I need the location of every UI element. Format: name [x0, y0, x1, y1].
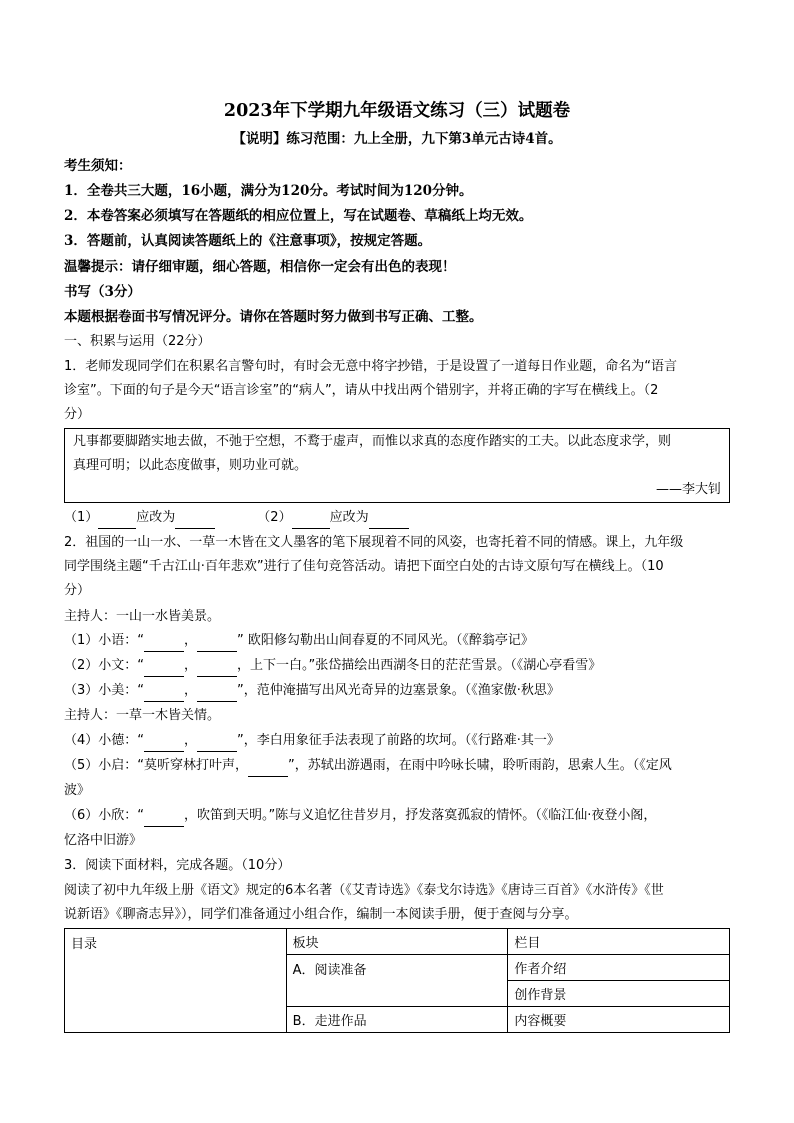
table-cell: 作者介绍 [508, 955, 730, 981]
host-line: 主持人：一草一木皆关情。 [64, 708, 221, 723]
q2-item: （1）小语：“ ， ” 欧阳修勾勒出山间春夏的不同风光。（《醉翁亭记》 [64, 630, 534, 652]
quote-box [64, 428, 730, 503]
writing-heading: 书写（3分） [64, 284, 141, 300]
q1-text: 1．老师发现同学们在积累名言警句时，有时会无意中将字抄错，于是设置了一道每日作业题，命名为“语言 [64, 359, 678, 374]
q2-item: （2）小文：“ ， ，上下一白。”张岱描绘出西湖冬日的茫茫雪景。（《湖心亭看雪》 [64, 655, 601, 677]
q2-item-continuation: 忆洛中旧游》 [64, 833, 143, 848]
quote-line: 凡事都要脚踏实地去做，不弛于空想，不鹜于虚声，而惟以求真的态度作踏实的工夫。以此态度求学，则 [73, 434, 672, 449]
instructions-heading: 考生须知： [64, 158, 132, 174]
table-cell: 板块 [286, 929, 508, 955]
answer-blank[interactable] [248, 762, 288, 777]
table-cell: 内容概要 [508, 1007, 730, 1033]
q1-text: 分） [64, 407, 91, 422]
q2-item: （4）小德：“ ， ”，李白用象征手法表现了前路的坎坷。（《行路难·其一》 [64, 730, 560, 752]
q3-text: 3．阅读下面材料，完成各题。（10分） [64, 858, 291, 873]
table-row [65, 929, 730, 955]
answer-blank[interactable] [175, 514, 215, 529]
q3-text: 阅读了初中九年级上册《语文》规定的6本名著（《艾青诗选》《泰戈尔诗选》《唐诗三百首》《水浒传》《世 [64, 883, 664, 898]
table-cell: A．阅读准备 [286, 955, 508, 1007]
answer-blank[interactable] [197, 737, 237, 752]
answer-blank[interactable] [197, 662, 237, 677]
host-line: 主持人：一山一水皆美景。 [64, 609, 221, 624]
q1-text: 诊室”。下面的句子是今天“语言诊室”的“病人”，请从中找出两个错别字，并将正确的字写在横线上。（2 [64, 383, 659, 398]
q1-answers: （1） 应改为 （2） 应改为 [64, 507, 409, 529]
writing-text: 本题根据卷面书写情况评分。请你在答题时努力做到书写正确、工整。 [64, 309, 483, 325]
instruction-tip: 温馨提示：请仔细审题，细心答题，相信你一定会有出色的表现！ [64, 259, 456, 275]
instruction-item: 3．答题前，认真阅读答题纸上的《注意事项》，按规定答题。 [64, 233, 432, 249]
q2-text: 同学围绕主题“千古江山·百年悲欢”进行了佳句竞答活动。请把下面空白处的古诗文原句写在横线上。（10 [64, 559, 664, 574]
q2-item: （3）小美：“ ， ”，范仲淹描写出风光奇异的边塞景象。（《渔家傲·秋思》 [64, 680, 560, 702]
answer-blank[interactable] [144, 637, 184, 652]
reading-handbook-table [64, 928, 730, 1033]
q2-item-continuation: 波》 [64, 783, 91, 798]
table-cell: B．走进作品 [286, 1007, 508, 1033]
section1-heading: 一、积累与运用（22分） [64, 334, 211, 349]
quote-author: ——李大钊 [655, 482, 721, 497]
answer-blank[interactable] [197, 687, 237, 702]
instruction-item: 1．全卷共三大题，16小题，满分为120分。考试时间为120分钟。 [64, 183, 473, 199]
answer-blank[interactable] [144, 662, 184, 677]
instruction-item: 2．本卷答案必须填写在答题纸的相应位置上，写在试题卷、草稿纸上均无效。 [64, 208, 533, 224]
answer-blank[interactable] [98, 514, 136, 529]
q2-text: 分） [64, 583, 91, 598]
q3-text: 说新语》《聊斋志异》），同学们准备通过小组合作，编制一本阅读手册，便于查阅与分享。 [64, 907, 578, 922]
answer-blank[interactable] [144, 737, 184, 752]
q2-text: 2．祖国的一山一水、一草一木皆在文人墨客的笔下展现着不同的风姿，也寄托着不同的情感。课上，九年级 [64, 535, 684, 550]
quote-line: 真理可明；以此态度做事，则功业可就。 [73, 458, 308, 473]
table-cell: 创作背景 [508, 981, 730, 1007]
answer-blank[interactable] [144, 812, 184, 827]
answer-blank[interactable] [197, 637, 237, 652]
exam-note: 【说明】练习范围：九上全册，九下第3单元古诗4首。 [232, 131, 562, 147]
table-cell: 目录 [65, 929, 287, 1033]
q2-item: （5）小启：“莫听穿林打叶声， ”，苏轼出游遇雨，在雨中吟咏长啸，聆听雨韵，思索人生。（《定风 [64, 755, 672, 777]
table-cell: 栏目 [508, 929, 730, 955]
answer-blank[interactable] [292, 514, 330, 529]
answer-blank[interactable] [369, 514, 409, 529]
page-title: 2023年下学期九年级语文练习（三）试题卷 [223, 101, 571, 121]
answer-blank[interactable] [144, 687, 184, 702]
q2-item: （6）小欣：“ ，吹笛到天明。”陈与义追忆往昔岁月，抒发落寞孤寂的情怀。（《临江仙·夜登小阁， [64, 805, 656, 827]
